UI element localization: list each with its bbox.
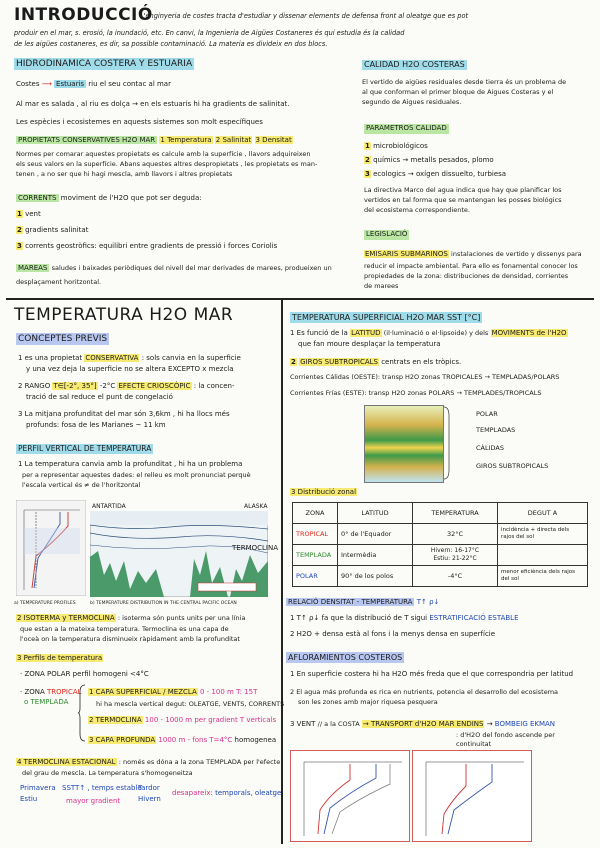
directiva-2: vertidos en tal forma que se mantengan les posses biológics <box>364 196 562 204</box>
cell-tropical-degut: incidència + directa dels rajos del sol <box>498 524 588 545</box>
estratificacio-label: ESTRATIFICACIÓ ESTABLE <box>429 614 519 622</box>
marees-txt-1: saludes i baixades periòdiques del nivell del mar derivades de marees, produeixen un <box>51 264 332 272</box>
bracket-icon <box>78 684 86 742</box>
capa-3-title: 3 CAPA PROFUNDA <box>89 736 156 744</box>
templada-estiu: Estiu: 21-22°C <box>433 555 477 562</box>
hidro-line-3: Les espècies i ecosistemes en aquests sistemes son molt específiques <box>16 118 263 126</box>
tardor-label: Tardor <box>138 784 160 792</box>
k2a: 2 RANGO <box>18 382 51 390</box>
sst-map-legend-brace <box>444 406 450 480</box>
sst-world-map <box>364 405 444 483</box>
map-polar: POLAR <box>476 410 498 418</box>
capa-2-desc: per gradient T verticals <box>194 716 277 724</box>
corrent-1-text: vent <box>25 210 41 218</box>
aflor-1: 1 En superficie costera hi ha H2O més freda que el que correspondria per latitud <box>290 670 574 678</box>
transport-label: → TRANSPORT d'H2O MAR ENDINS <box>362 720 484 728</box>
sst-2 <box>290 358 461 368</box>
capa-1-range: 0 - 100 m <box>200 688 234 696</box>
cell-tropical: TROPICAL <box>293 524 338 545</box>
capa-2 <box>88 716 276 726</box>
cell-polar-degut: menor eficiència dels rajos del sol <box>498 566 588 587</box>
temperature-profile-figure <box>16 500 86 596</box>
capa-1-title: 1 CAPA SUPERFICIAL / MEZCLA <box>89 688 197 696</box>
temporals-text: : temporals, oleatge <box>210 789 282 797</box>
props-txt-3: tenen , a no ser que hi hagi mescla, amb llavors i altres propietats <box>16 170 233 178</box>
capa-3 <box>88 736 276 746</box>
directiva-3: del ecosistema correspondiente. <box>364 206 470 214</box>
hidro-line-2: Al mar es salada , al riu es dolça → en els estuaris hi ha gradients de salinitat. <box>16 100 290 108</box>
corrent-2-text: gradients salinitat <box>25 226 89 234</box>
props-row <box>16 136 293 146</box>
intro-para-1: L'enginyeria de costes tracta d'estudiar y dissenar elements de defensa front al oleatge que es pot <box>140 12 469 20</box>
aflor-2a: 2 El agua más profunda es rica en nutrients, potencia el desarrollo del ecosistema <box>290 688 559 696</box>
rango-value: T∈[-2°, 35°] <box>53 382 97 390</box>
legislacio-title: LEGISLACIÓ <box>366 230 408 238</box>
concepte-2 <box>18 382 234 392</box>
corrent-3-text: corrents geostròfics: equilibri entre gradients de pressió i forces Coriolis <box>25 242 278 250</box>
s1c: (il·luminació o el·lipsoide) y dels <box>383 329 489 337</box>
concepte-1b: y una vez deja la superficie no se altera EXCEPTO x mezcla <box>26 365 234 373</box>
aflor-title: AFLORAMIENTOS COSTEROS <box>288 653 403 662</box>
hidro-line-1 <box>16 80 171 90</box>
concepte-2b: tració de sal reduce el punt de congelació <box>26 393 173 401</box>
vent-label: 3 VENT <box>290 720 316 728</box>
aflor-2b: son les zones amb major riquesa pesquera <box>298 698 438 706</box>
k2c: -2°C <box>99 382 116 390</box>
frias-text: Corrientes Frías (ESTE): transp H2O zonas POLARS <box>290 389 455 397</box>
emisaris-txt-4: de marees <box>364 282 399 290</box>
perfil-3: l'escala vertical és ≠ de l'horitzontal <box>22 481 141 489</box>
corrent-1 <box>16 210 41 220</box>
estiu-value: mayor gradient <box>66 797 121 805</box>
sst-1b: que fan moure desplaçar la temperatura <box>298 340 441 348</box>
perfils-title-text: 3 Perfils de temperatura <box>17 654 103 662</box>
props-txt-1: Normes per comarar aquestes propietats es calcule amb la superfície , llavors adquireixen <box>16 150 311 158</box>
zona-label: · ZONA <box>20 688 45 696</box>
densitat-1 <box>290 614 519 624</box>
cell-templada-degut <box>498 545 588 566</box>
hidro-title: HIDRODINAMICA COSTERA Y ESTUARIA <box>16 59 193 69</box>
d1a: 1 T↑ ρ↓ fa que la distribució de T sigui <box>290 614 428 622</box>
param-2-text: químics → metalls pesados, plomo <box>373 156 494 164</box>
k1c: : sols canvia en la superficie <box>141 354 241 362</box>
divider-vertical <box>281 300 283 844</box>
estiu-label: Estiu <box>20 795 38 803</box>
capa-1-desc: hi ha mescla vertical degut: OLEATGE, VENTS, CORRENTS <box>96 700 285 708</box>
th-latitud: LATITUD <box>338 503 413 524</box>
temp-title: TEMPERATURA H2O MAR <box>14 305 234 325</box>
props-title: PROPIETATS CONSERVATIVES H2O MAR <box>18 136 156 144</box>
alaska-label: ALASKA <box>244 503 268 510</box>
th-temperatura: TEMPERATURA <box>413 503 498 524</box>
calidas-text: Corrientes Cálidas (OESTE): transp H2O zonas TROPICALES <box>290 373 483 381</box>
perfils-title <box>16 654 103 664</box>
capa-2-range: 100 - 1000 m <box>144 716 193 724</box>
dist-title-text: 3 Distribució zonal <box>291 488 357 496</box>
corrent-3 <box>16 242 277 252</box>
concepte-3: 3 La mitjana profunditat del mar són 3,6km , hi ha llocs més <box>18 410 230 418</box>
table-row <box>293 566 588 587</box>
marees-title: MAREAS <box>18 264 48 272</box>
cell-templada-lat: Intermèdia <box>338 545 413 566</box>
sst-title: TEMPERATURA SUPERFICIAL H2O MAR SST [°C] <box>292 313 481 322</box>
calidad-txt-3: segundo de Aigues residuales. <box>362 98 462 106</box>
zona-trop-2: o TEMPLADA <box>24 698 69 706</box>
th-zona: ZONA <box>293 503 338 524</box>
cell-templada: TEMPLADA <box>293 545 338 566</box>
capa-3-desc: homogenea <box>234 736 277 744</box>
efecte-crioscopic: EFECTE CRIOSCÒPIC <box>118 382 191 390</box>
emisaris-txt-1: instalaciones de vertido y dissenys para <box>451 250 582 258</box>
conservativa-label: CONSERVATIVA <box>85 354 139 362</box>
num-3: 3 <box>17 242 22 250</box>
directiva-1: La directiva Marco del agua indica que hay que planificar los <box>364 186 562 194</box>
estacional-txt-2: del grau de mescla. La temperatura s'homogeneitza <box>22 769 193 777</box>
isoterma-row <box>16 614 245 624</box>
s1a: 1 Es funció de la <box>290 329 348 337</box>
isoterma-title: 2 ISOTERMA y TERMOCLINA <box>17 614 115 622</box>
corrents-row <box>16 194 202 204</box>
giros-label: GIROS SUBTROPICALS <box>300 358 378 366</box>
map-calidas: CÀLIDAS <box>476 444 504 452</box>
intro-title <box>14 6 153 25</box>
table-row <box>293 524 588 545</box>
hivern-label: Hivern <box>138 795 161 803</box>
templada-hivern: Hivern: 16-17°C <box>430 547 480 554</box>
capa-3-temp: T=4°C <box>209 736 233 744</box>
prop-1: 1 Temperatura <box>160 136 212 144</box>
fig-a-caption: a) TEMPERATURE PROFILES <box>14 601 76 606</box>
sst-1 <box>290 329 568 339</box>
conceptes-title: CONCEPTES PREVIS <box>18 334 108 344</box>
moviments-label: MOVIMENTS de l'H2O <box>491 329 567 337</box>
param-3 <box>364 170 506 180</box>
upwelling-profile-chart-1 <box>290 750 410 842</box>
cell-templada-temp <box>413 545 498 566</box>
k1a: 1 es una propietat <box>18 354 83 362</box>
param-3-text: ecologics → oxígen dissuelto, turbiesa <box>373 170 507 178</box>
emisaris-row <box>364 250 582 260</box>
table-header-row <box>293 503 588 524</box>
costa-label: // a la COSTA <box>317 720 360 728</box>
perfil-1: 1 La temperatura canvia amb la profunditat , hi ha un problema <box>18 460 243 468</box>
props-txt-2: els seus valors en la superfície. Abans aquestes altres despropietats , les propietats es man- <box>16 160 318 168</box>
estuaris-label: Estuaris <box>56 80 85 88</box>
num-3b: 3 <box>365 170 370 178</box>
corrents-sub: moviment de l'H2O que pot ser deguda: <box>60 194 202 202</box>
th-degut: DEGUT A <box>498 503 588 524</box>
param-2 <box>364 156 494 166</box>
densitat-title: RELACIÓ DENSITAT - TEMPERATURA <box>288 598 413 606</box>
zonal-distribution-table <box>292 502 588 587</box>
cell-polar: POLAR <box>293 566 338 587</box>
num-1: 1 <box>17 210 22 218</box>
arrow-right-icon-2: → <box>486 720 493 728</box>
isoterma-txt-1: : isoterma són punts units per una línia <box>117 614 246 622</box>
termoclina-label: TERMOCLINA <box>232 544 278 552</box>
densitat-row <box>286 598 439 608</box>
num-2: 2 <box>17 226 22 234</box>
primavera-value: SSTT↑ , temps estable <box>62 784 142 792</box>
antartida-label: ANTARTIDA <box>92 503 126 510</box>
num-2b: 2 <box>365 156 370 164</box>
calidad-title: CALIDAD H2O COSTERAS <box>364 60 465 69</box>
cell-tropical-lat: 0° de l'Equador <box>338 524 413 545</box>
densitat-relation: T↑ ρ↓ <box>416 598 440 606</box>
emisaris-title: EMISARIS SUBMARINOS <box>365 250 448 258</box>
fig-b-caption: b) TEMPERATURE DISTRIBUTION IN THE CENTRAL PACIFIC OCEAN <box>90 601 237 606</box>
costes-label: Costes <box>16 80 40 88</box>
capa-3-range: 1000 m - fons <box>158 736 208 744</box>
calidad-txt-1: El vertido de aigües residuales desde tierra és un problema de <box>362 78 567 86</box>
calidad-txt-2: al que conforman el primer bloque de Aigues Costeras y el <box>362 88 554 96</box>
param-1-text: microbiológicos <box>373 142 428 150</box>
num-2c: 2 <box>291 358 296 366</box>
divider-horizontal <box>6 298 594 300</box>
k2e: : la concen- <box>193 382 235 390</box>
num-1b: 1 <box>365 142 370 150</box>
zona-polar: · ZONA POLAR perfil homogeni <4°C <box>20 670 149 678</box>
isoterma-txt-2: que estan a la mateixa temperatura. Termoclina es una capa de <box>20 625 229 633</box>
sst-2-calidas <box>290 373 559 382</box>
sst-2-frias <box>290 389 541 398</box>
aflor-3 <box>290 720 555 730</box>
desapareix-text: desapareix <box>172 789 211 797</box>
aflor-3b: : d'H2O del fondo ascende per continuitat <box>456 731 555 748</box>
isoterma-txt-3: l'oceà on la temperatura disminueix ràpidament amb la profunditat <box>20 635 240 643</box>
primavera-label: Primavera <box>20 784 56 792</box>
densitat-2: 2 H2O + densa està al fons i la menys densa en superfície <box>290 630 496 638</box>
estacional-txt-1: : només es dóna a la zona TEMPLADA per l'efecte <box>118 758 281 766</box>
intro-title-text: INTRODUCCIÓ <box>14 5 153 25</box>
tardor-value <box>172 789 281 799</box>
temperature-distribution-figure <box>90 511 268 597</box>
cell-tropical-temp: 32°C <box>413 524 498 545</box>
dist-title <box>290 488 357 498</box>
map-templadas: TEMPLADAS <box>476 426 516 434</box>
corrent-2 <box>16 226 88 236</box>
arrow-right-icon: ⟶ <box>41 80 52 88</box>
perfil-title: PERFIL VERTICAL DE TEMPERATURA <box>18 444 152 453</box>
capa-1 <box>88 688 257 698</box>
corrents-title: CORRENTS <box>18 194 57 202</box>
frias-dest: → TEMPLADES/TROPICALS <box>456 389 542 397</box>
capa-1-temp: T: 15T <box>236 688 258 696</box>
capa-2-title: 2 TERMOCLINA <box>89 716 142 724</box>
estuaris-def: riu el seu contac al mar <box>88 80 171 88</box>
param-1 <box>364 142 428 152</box>
concepte-1 <box>18 354 241 364</box>
cell-polar-temp: -4°C <box>413 566 498 587</box>
upwelling-profile-chart-2 <box>412 750 532 842</box>
zona-trop-1 <box>20 688 82 698</box>
latitud-label: LATITUD <box>351 329 381 337</box>
s2c: centrats en els tròpics. <box>381 358 462 366</box>
estacional-title: 4 TERMOCLINA ESTACIONAL <box>17 758 116 766</box>
calidas-dest: → TEMPLADAS/POLARS <box>484 373 560 381</box>
marees-row <box>16 264 332 274</box>
intro-para-2: produir en el mar, s. erosió, la inundació, etc. En canvi, la Ingenieria de Aigües Costaneres és qui estudia és la calidad <box>14 29 405 37</box>
prop-3: 3 Densitat <box>255 136 292 144</box>
estacional-row <box>16 758 280 768</box>
emisaris-txt-2: reducir el impacte ambiental. Para ello es fonamental conocer los <box>364 262 578 270</box>
marees-txt-2: desplaçament horitzontal. <box>16 278 102 286</box>
intro-para-3: de les aigües costaneres, es dir, sa possible contaminació. La materia es divideix en dos blocs. <box>14 40 328 48</box>
cell-polar-lat: 90° de los polos <box>338 566 413 587</box>
perfil-2: per a representar aquestes dades: el relleu es molt pronunciat perquè <box>22 471 251 479</box>
ekman-label: BOMBEIG EKMAN <box>494 720 556 728</box>
concepte-3b: profunds: fosa de les Marianes ~ 11 km <box>26 421 166 429</box>
prop-2: 2 Salinitat <box>215 136 252 144</box>
params-title: PARAMETROS CALIDAD <box>366 124 447 132</box>
tropical-label: TROPICAL <box>47 688 82 696</box>
table-row <box>293 545 588 566</box>
map-giros: GIROS SUBTROPICALS <box>476 462 549 470</box>
emisaris-txt-3: propiedades de la zona: distribuciones de densidad, corrientes <box>364 272 569 280</box>
